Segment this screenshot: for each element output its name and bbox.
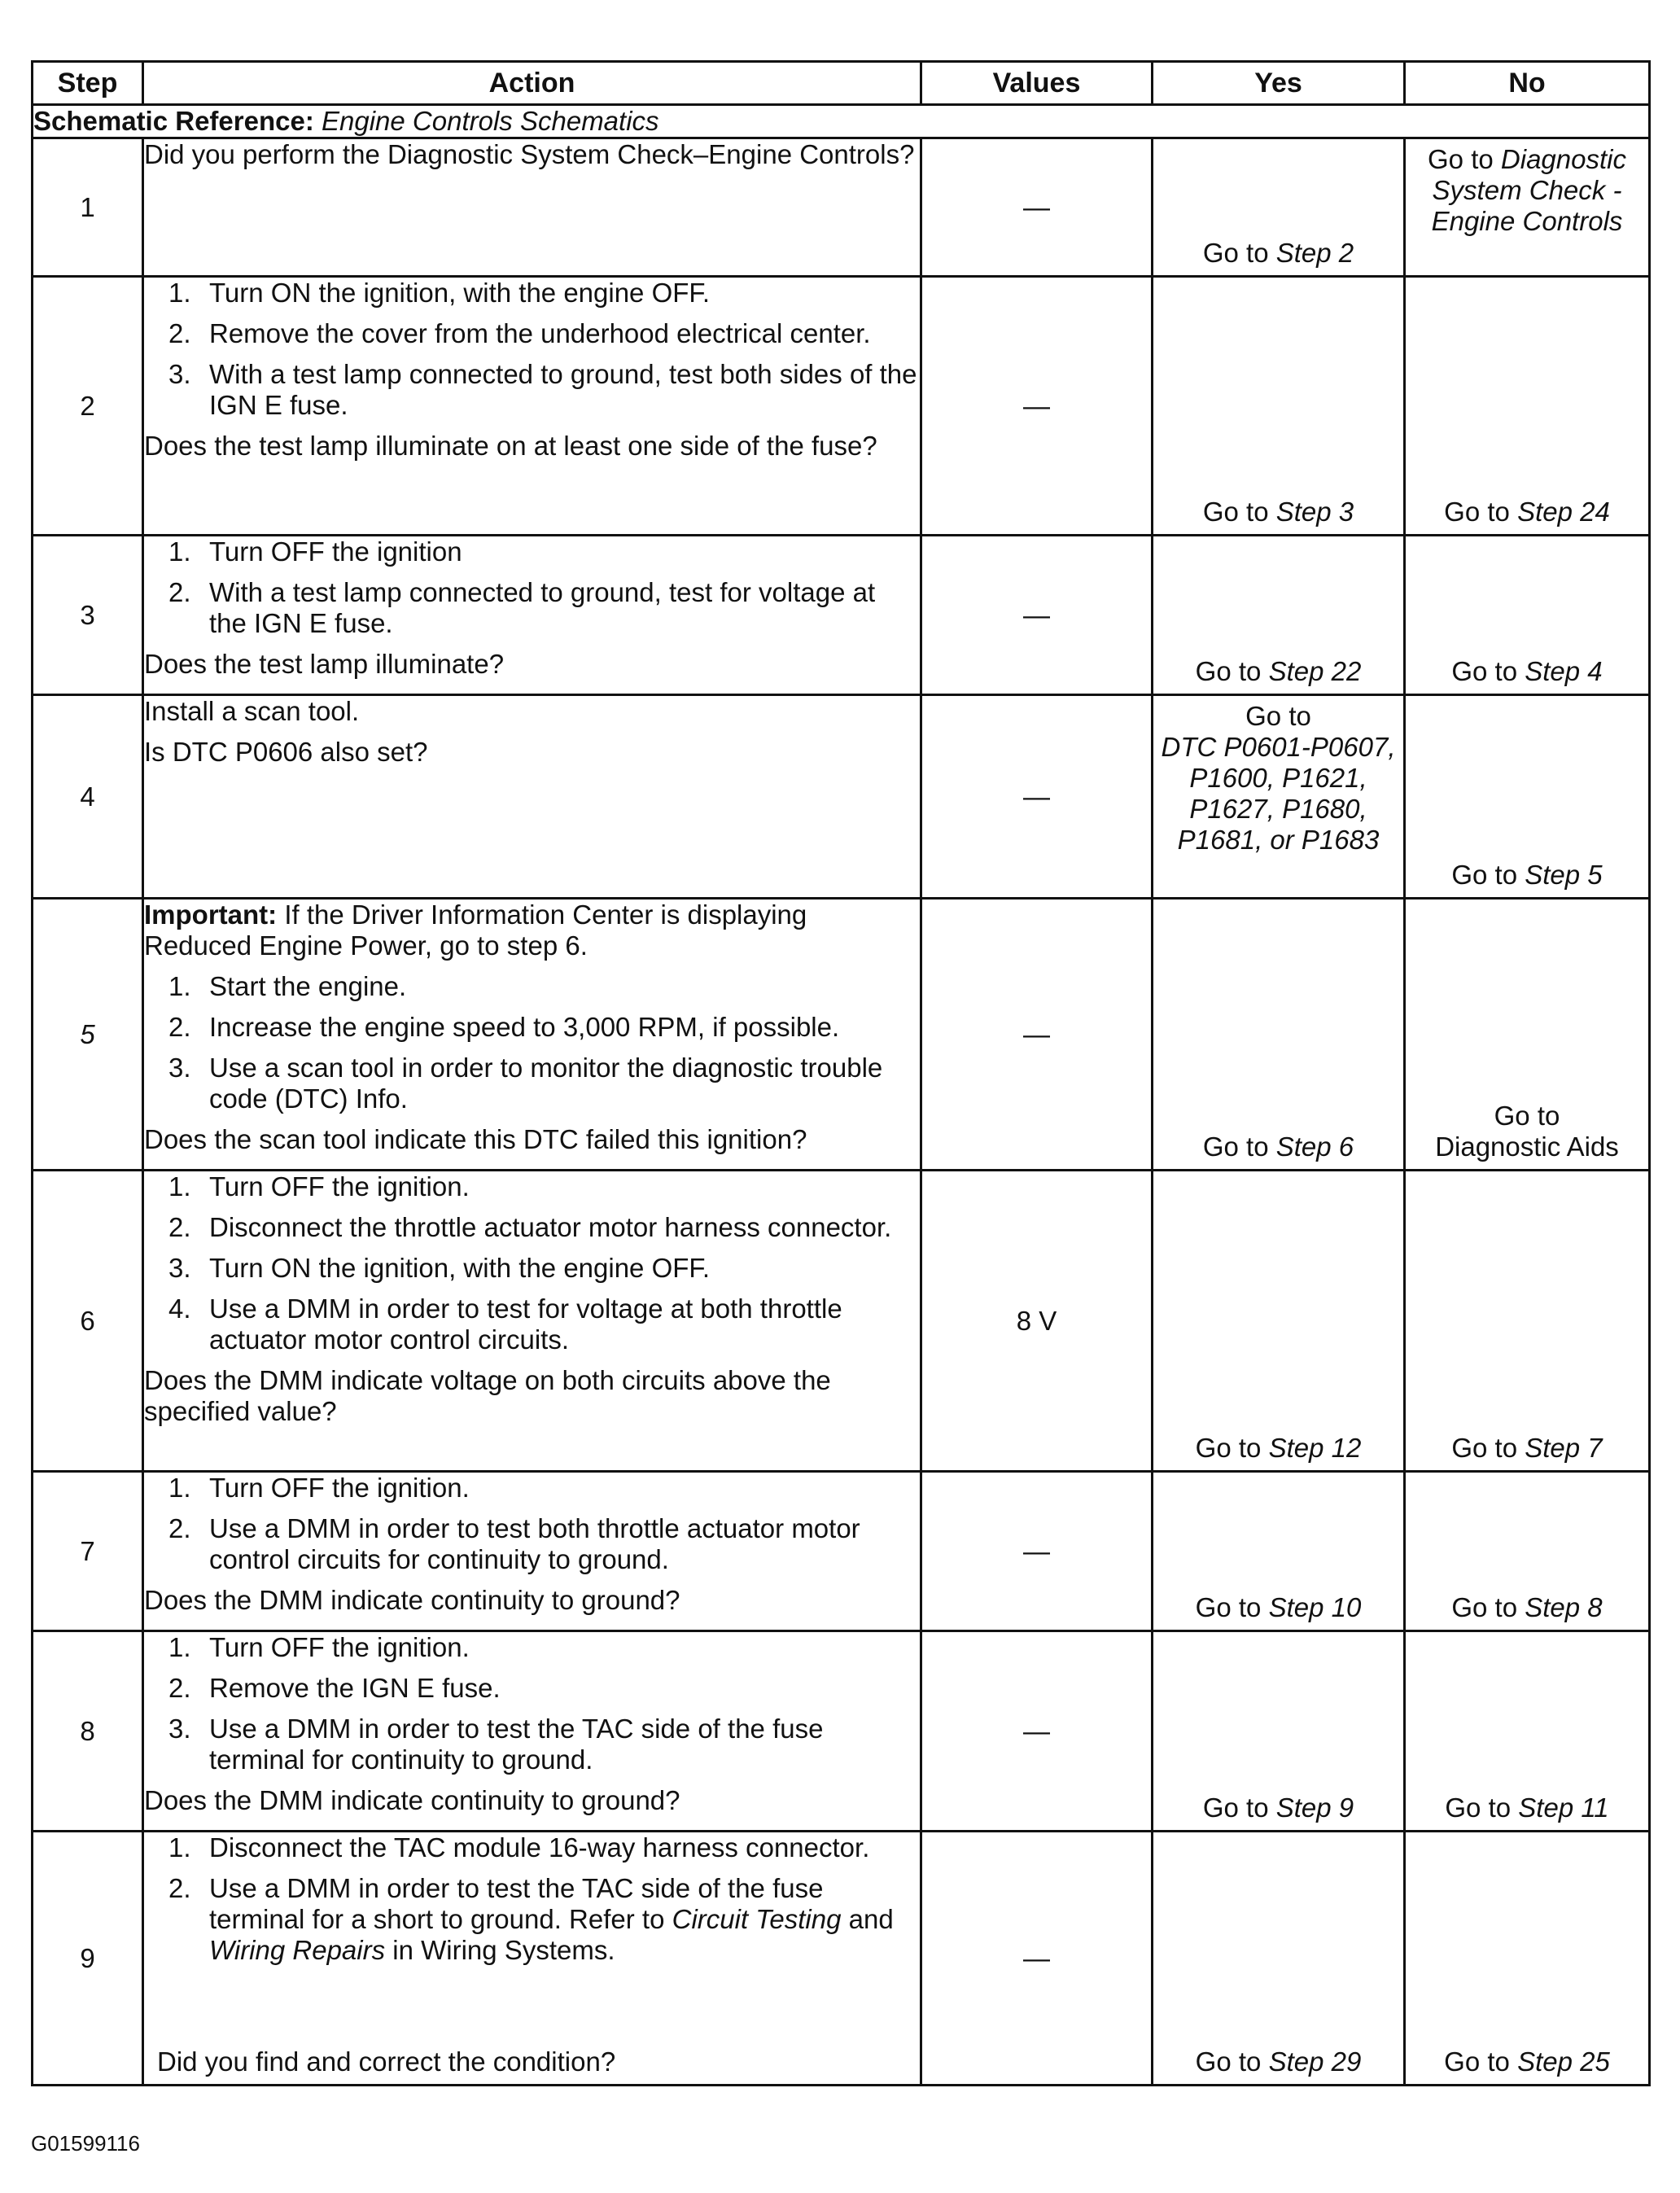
step-number: 9 (33, 1832, 143, 2086)
action-cell (143, 138, 921, 277)
table-row (33, 536, 1650, 695)
action-question: Does the DMM indicate voltage on both circuits above the specified value? (144, 1365, 831, 1426)
action-question: Does the DMM indicate continuity to ground? (144, 1785, 680, 1815)
action-list (144, 1832, 920, 1966)
value-cell: — (921, 536, 1153, 695)
list-item: 4. Use a DMM in order to test for voltage at both throttle actuator motor control circuits. (168, 1293, 842, 1355)
no-cell (1405, 138, 1650, 277)
important-note: Important: If the Driver Information Center is displaying Reduced Engine Power, go to step 6. (144, 900, 807, 961)
header-row (33, 62, 1650, 105)
important-label: Important: (144, 900, 278, 930)
action-question: Does the DMM indicate continuity to ground? (144, 1585, 680, 1615)
yes-link[interactable]: Go to DTC P0601-P0607, P1600, P1621, P1627, P1680, P1681, or P1683 (1161, 701, 1396, 855)
action-question: Does the test lamp illuminate on at least one side of the fuse? (144, 431, 877, 461)
action-cell (143, 536, 921, 695)
list-item: 2. Disconnect the throttle actuator motor harness connector. (168, 1212, 892, 1242)
no-cell (1405, 899, 1650, 1171)
no-link[interactable]: Go to Step 8 (1451, 1592, 1603, 1622)
yes-cell (1153, 1631, 1405, 1832)
action-cell (143, 1832, 921, 2086)
no-link[interactable]: Go to Step 7 (1451, 1433, 1603, 1463)
schematic-reference-row (33, 105, 1650, 138)
no-cell (1405, 695, 1650, 899)
yes-link[interactable]: Go to Step 12 (1195, 1433, 1362, 1463)
circuit-testing-link[interactable]: Circuit Testing (672, 1904, 842, 1934)
value-cell: — (921, 695, 1153, 899)
yes-cell (1153, 536, 1405, 695)
table-row (33, 1472, 1650, 1631)
header-action: Action (143, 62, 921, 105)
no-cell (1405, 1832, 1650, 2086)
value-cell: 8 V (921, 1171, 1153, 1472)
yes-cell (1153, 138, 1405, 277)
list-item: 2. Increase the engine speed to 3,000 RPM, if possible. (168, 1012, 840, 1042)
yes-link[interactable]: Go to Step 10 (1195, 1592, 1362, 1622)
action-text: Install a scan tool. (144, 696, 360, 726)
yes-cell (1153, 695, 1405, 899)
list-item: 1. Turn OFF the ignition. (168, 1632, 470, 1662)
no-cell (1405, 536, 1650, 695)
action-cell (143, 695, 921, 899)
list-item: 3. Turn ON the ignition, with the engine OFF. (168, 1253, 711, 1283)
value-cell: — (921, 1832, 1153, 2086)
step-number: 3 (33, 536, 143, 695)
no-link[interactable]: Go to Diagnostic System Check - Engine Controls (1428, 144, 1626, 236)
list-item: 1. Turn OFF the ignition. (168, 1473, 470, 1503)
table-row (33, 899, 1650, 1171)
yes-cell (1153, 277, 1405, 536)
action-list (144, 971, 920, 1114)
yes-link[interactable]: Go to Step 9 (1202, 1792, 1354, 1823)
no-cell (1405, 1472, 1650, 1631)
action-list (144, 1473, 920, 1575)
step-number: 7 (33, 1472, 143, 1631)
list-item: 2. With a test lamp connected to ground, test for voltage at the IGN E fuse. (168, 577, 876, 638)
schematic-reference (33, 105, 1650, 138)
action-list (144, 278, 920, 421)
table-row (33, 1171, 1650, 1472)
list-item: 3. With a test lamp connected to ground, test both sides of the IGN E fuse. (168, 359, 917, 420)
action-cell (143, 1631, 921, 1832)
wiring-repairs-link[interactable]: Wiring Repairs (209, 1935, 386, 1965)
action-list (144, 536, 920, 639)
action-text: Did you perform the Diagnostic System Check–Engine Controls? (144, 139, 915, 169)
table-row (33, 1631, 1650, 1832)
list-item: 3. Use a scan tool in order to monitor the diagnostic trouble code (DTC) Info. (168, 1053, 883, 1114)
table-row (33, 1832, 1650, 2086)
yes-link[interactable]: Go to Step 3 (1202, 497, 1354, 527)
no-link[interactable]: Go to Step 4 (1451, 656, 1603, 686)
diagnostic-table (31, 60, 1651, 2086)
no-link[interactable]: Go to Diagnostic Aids (1435, 1101, 1619, 1162)
value-cell: — (921, 899, 1153, 1171)
no-link[interactable]: Go to Step 11 (1445, 1792, 1609, 1823)
action-question: Does the test lamp illuminate? (144, 649, 505, 679)
yes-cell (1153, 1171, 1405, 1472)
no-link[interactable]: Go to Step 5 (1451, 860, 1603, 890)
figure-id: G01599116 (31, 2131, 140, 2156)
step-number: 5 (33, 899, 143, 1171)
step-number: 6 (33, 1171, 143, 1472)
yes-cell (1153, 1472, 1405, 1631)
header-values: Values (921, 62, 1153, 105)
list-item: 1. Turn OFF the ignition (168, 536, 462, 567)
yes-link[interactable]: Go to Step 6 (1202, 1132, 1354, 1162)
no-cell (1405, 1171, 1650, 1472)
list-item: 1. Turn OFF the ignition. (168, 1171, 470, 1202)
list-item: 2. Remove the IGN E fuse. (168, 1673, 501, 1703)
schematic-reference-link[interactable]: Engine Controls Schematics (322, 106, 659, 136)
list-item: 3. Use a DMM in order to test the TAC side of the fuse terminal for continuity to ground. (168, 1714, 824, 1775)
action-question: Does the scan tool indicate this DTC failed this ignition? (144, 1124, 807, 1154)
step-number: 1 (33, 138, 143, 277)
list-item: 2. Use a DMM in order to test both throttle actuator motor control circuits for continuity to ground. (168, 1513, 860, 1574)
yes-cell (1153, 1832, 1405, 2086)
value-cell: — (921, 138, 1153, 277)
action-cell (143, 1171, 921, 1472)
list-item: 2. Use a DMM in order to test the TAC side of the fuse terminal for a short to ground. Refer to Circuit Testing and Wiring Repairs in Wiring Systems. (168, 1873, 894, 1965)
value-cell: — (921, 1631, 1153, 1832)
list-item: 1. Turn ON the ignition, with the engine OFF. (168, 278, 711, 308)
yes-cell (1153, 899, 1405, 1171)
step-number: 4 (33, 695, 143, 899)
no-cell (1405, 277, 1650, 536)
action-list (144, 1632, 920, 1775)
table-row (33, 138, 1650, 277)
action-question: Is DTC P0606 also set? (144, 737, 428, 767)
list-item: 2. Remove the cover from the underhood electrical center. (168, 318, 871, 348)
list-item: 1. Disconnect the TAC module 16-way harness connector. (168, 1832, 870, 1863)
value-cell: — (921, 1472, 1153, 1631)
action-cell (143, 1472, 921, 1631)
header-no: No (1405, 62, 1650, 105)
step-number: 8 (33, 1631, 143, 1832)
yes-link[interactable]: Go to Step 22 (1195, 656, 1362, 686)
header-step: Step (33, 62, 143, 105)
step-number: 2 (33, 277, 143, 536)
schematic-reference-label: Schematic Reference: (33, 106, 314, 136)
yes-link[interactable]: Go to Step 2 (1202, 238, 1354, 268)
no-cell (1405, 1631, 1650, 1832)
table-row (33, 277, 1650, 536)
header-yes: Yes (1153, 62, 1405, 105)
action-cell (143, 277, 921, 536)
table-row (33, 695, 1650, 899)
action-list (144, 1171, 920, 1355)
action-question: Did you find and correct the condition? (157, 2046, 616, 2077)
action-cell (143, 899, 921, 1171)
no-link[interactable]: Go to Step 24 (1444, 497, 1610, 527)
list-item: 1. Start the engine. (168, 971, 407, 1001)
value-cell: — (921, 277, 1153, 536)
no-link[interactable]: Go to Step 25 (1444, 2046, 1610, 2077)
yes-link[interactable]: Go to Step 29 (1195, 2046, 1362, 2077)
